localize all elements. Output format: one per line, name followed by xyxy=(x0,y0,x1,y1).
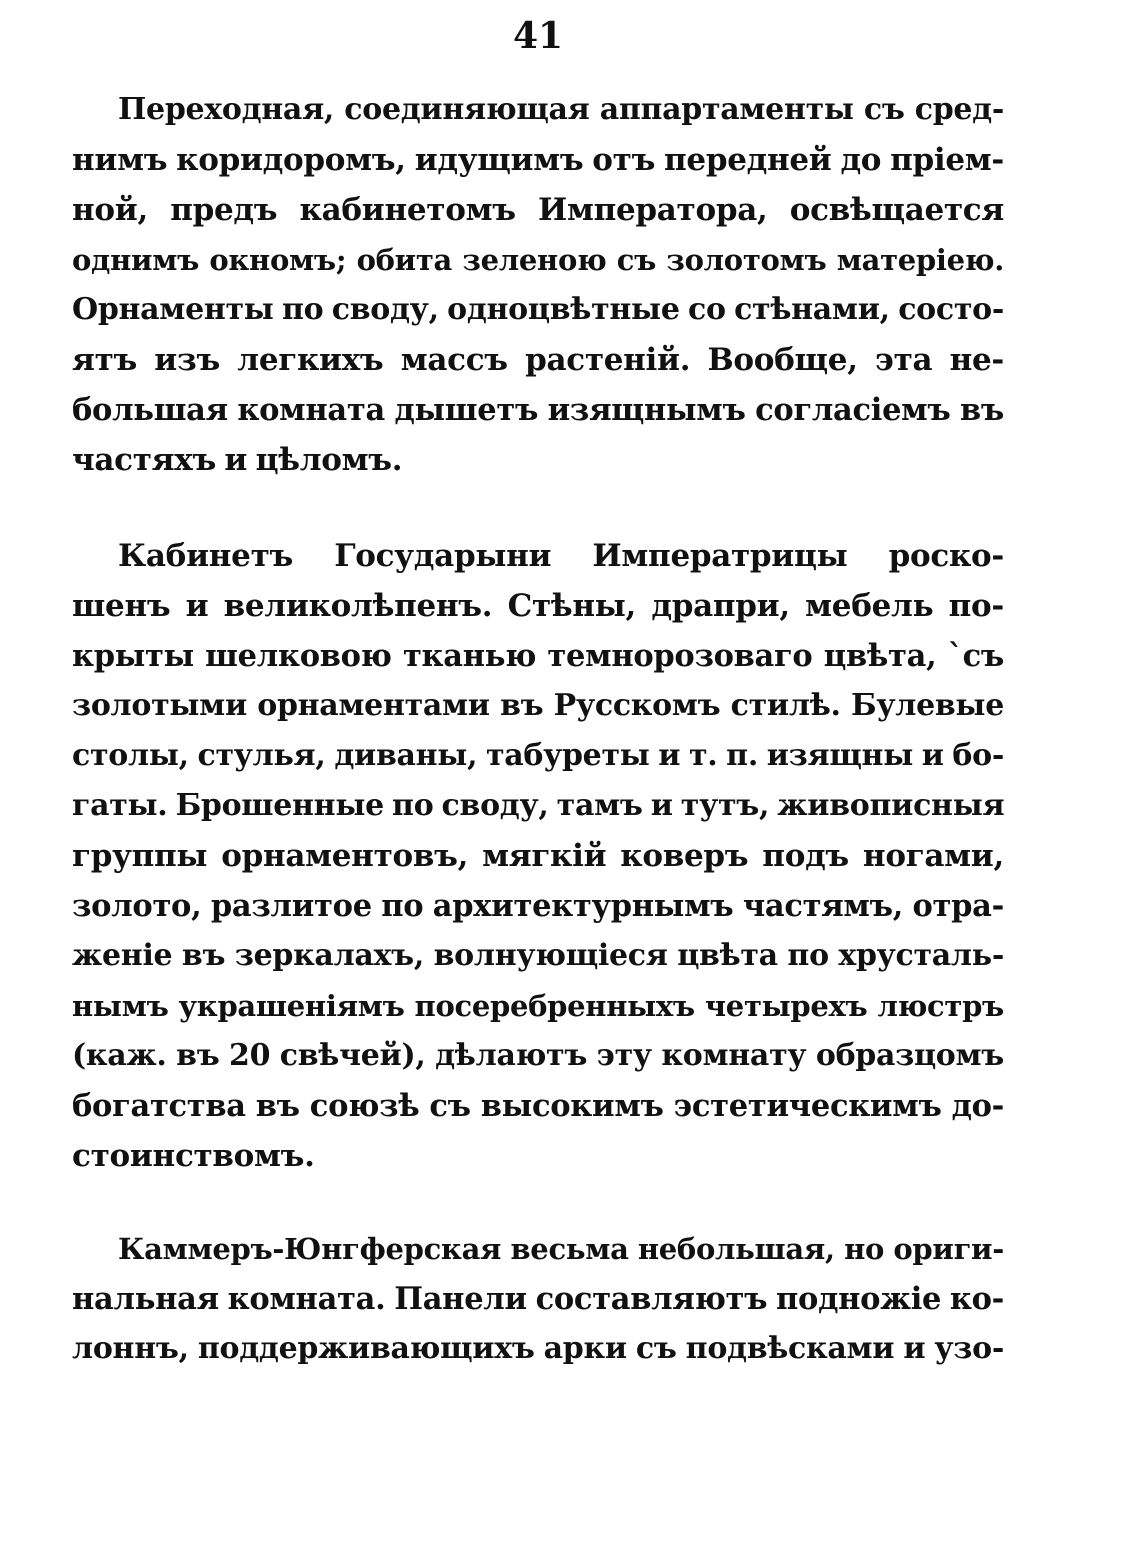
text-line: частяхъ и цѣломъ. xyxy=(72,442,403,478)
text-line: (каж. въ 20 свѣчей), дѣлаютъ эту комнату образцомъ xyxy=(72,1038,1004,1073)
text-line: однимъ окномъ; обита зеленою съ золотомъ матеріею. xyxy=(72,243,1004,277)
text-line: золото, разлитое по архитектурнымъ частямъ, отра- xyxy=(72,888,1004,924)
text-line: стоинствомъ. xyxy=(72,1138,315,1174)
text-line: нальная комната. Панели составляютъ подножіе ко- xyxy=(72,1281,1004,1317)
text-line: золотыми орнаментами въ Русскомъ стилѣ. Булевые xyxy=(72,688,1004,723)
text-line: большая комната дышетъ изящнымъ согласіемъ въ xyxy=(72,392,1004,428)
text-line: шенъ и великолѣпенъ. Стѣны, драпри, мебель по- xyxy=(72,588,1004,624)
text-line: женіе въ зеркалахъ, волнующіеся цвѣта по хрусталь- xyxy=(72,938,1004,973)
text-line: Кабинетъ Государыни Императрицы роско- xyxy=(118,538,1004,574)
text-line: нимъ коридоромъ, идущимъ отъ передней до пріем- xyxy=(72,142,1004,178)
text-line: ной, предъ кабинетомъ Императора, освѣщается xyxy=(72,192,1004,228)
paragraph xyxy=(72,85,1004,485)
page-number: 41 xyxy=(512,15,564,57)
text-line: столы, стулья, диваны, табуреты и т. п. изящны и бо- xyxy=(72,738,1004,773)
paragraph xyxy=(72,531,1004,1181)
text-line: ятъ изъ легкихъ массъ растеній. Вообще, эта не- xyxy=(72,342,1004,378)
text-line: Каммеръ-Юнгферская весьма небольшая, но ориги- xyxy=(118,1232,1004,1266)
text-line: гаты. Брошенные по своду, тамъ и тутъ, живописныя xyxy=(72,788,1005,823)
text-line: группы орнаментовъ, мягкій коверъ подъ ногами, xyxy=(72,838,1004,874)
text-line: Орнаменты по своду, одноцвѣтные со стѣнами, состо- xyxy=(72,292,1004,327)
text-line: богатства въ союзѣ съ высокимъ эстетическимъ до- xyxy=(72,1088,1004,1124)
text-line: нымъ украшеніямъ посеребренныхъ четырехъ люстръ xyxy=(72,989,1004,1023)
text-line: лоннъ, поддерживающихъ арки съ подвѣсками и узо- xyxy=(72,1331,1004,1366)
paragraph xyxy=(72,1224,1004,1374)
text-line: Переходная, соединяющая аппартаменты съ сред- xyxy=(118,92,1004,127)
text-line: крыты шелковою тканью темнорозоваго цвѣта, `съ xyxy=(72,638,1004,674)
